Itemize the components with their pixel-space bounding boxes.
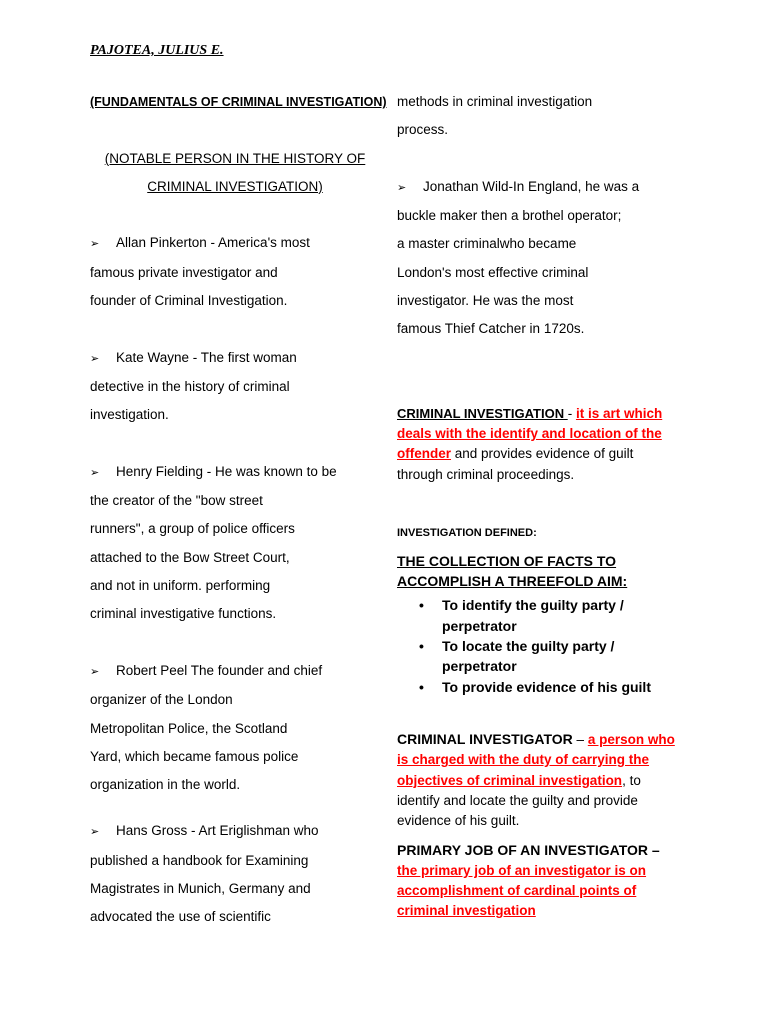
arrow-bullet-icon: ➢ — [90, 352, 100, 365]
continuation-line: process. — [397, 122, 449, 138]
section-title — [90, 145, 380, 202]
person-text-line: Allan Pinkerton - America's most — [116, 235, 310, 251]
section-title-line: (NOTABLE PERSON IN THE HISTORY OF — [104, 150, 366, 166]
cinv-definition-highlight: a person who is charged with the duty of carrying the objectives of criminal investigation — [397, 731, 675, 788]
person-text-line: famous private investigator and — [90, 264, 278, 280]
criminal-investigator-definition — [397, 729, 682, 831]
spacer — [397, 485, 682, 523]
spacer — [90, 201, 380, 229]
person-text-line: founder of Criminal Investigation. — [90, 293, 288, 309]
person-text-line: Hans Gross - Art Eriglishman who — [116, 823, 319, 839]
ci-definition-rest: and provides evidence of guilt through criminal proceedings. — [397, 446, 634, 482]
course-title: (FUNDAMENTALS OF CRIMINAL INVESTIGATION) — [90, 95, 387, 109]
left-column — [90, 88, 387, 932]
arrow-bullet-icon: ➢ — [90, 466, 100, 479]
person-text-line: a master criminalwho became — [397, 236, 577, 252]
person-entry-peel — [90, 657, 380, 799]
spacer — [397, 831, 682, 840]
spacer — [90, 116, 380, 144]
spacer — [397, 344, 682, 404]
person-text-line: Yard, which became famous police — [90, 748, 299, 764]
person-text-line: investigation. — [90, 407, 169, 423]
person-text-line: organization in the world. — [90, 777, 241, 793]
person-text-line: attached to the Bow Street Court, — [90, 549, 290, 565]
arrow-bullet-icon: ➢ — [397, 181, 407, 194]
person-entry-wayne — [90, 344, 380, 430]
person-text-line: the creator of the "bow street — [90, 493, 263, 509]
person-entry-gross — [90, 817, 380, 931]
person-text-line: organizer of the London — [90, 692, 233, 708]
person-text-line: Henry Fielding - He was known to be — [116, 463, 337, 479]
aim-text: To locate the guilty party / perpetrator — [442, 638, 615, 675]
person-entry-wild — [397, 173, 682, 344]
bullet-dot-icon: • — [419, 638, 424, 655]
primary-job-term: PRIMARY JOB OF AN INVESTIGATOR – — [397, 842, 660, 859]
person-text-line: buckle maker then a brothel operator; — [397, 208, 622, 224]
spacer — [397, 145, 682, 173]
person-entry-fielding — [90, 458, 380, 629]
arrow-bullet-icon: ➢ — [90, 826, 100, 839]
criminal-investigation-definition — [397, 404, 682, 485]
section-title-line: CRIMINAL INVESTIGATION) — [147, 178, 323, 194]
arrow-bullet-icon: ➢ — [90, 665, 100, 678]
list-item — [419, 595, 682, 636]
bullet-line — [90, 458, 380, 487]
spacer — [397, 697, 682, 729]
person-entry-pinkerton — [90, 229, 380, 315]
bullet-line — [90, 229, 380, 258]
list-item — [419, 677, 682, 697]
continuation-line: methods in criminal investigation — [397, 94, 593, 109]
person-text-line: Kate Wayne - The first woman — [116, 349, 297, 365]
bullet-dot-icon: • — [419, 678, 424, 695]
cinv-term: CRIMINAL INVESTIGATOR — [397, 730, 573, 747]
person-text-line: famous Thief Catcher in 1720s. — [397, 321, 585, 337]
spacer — [90, 629, 380, 657]
aim-text: To provide evidence of his guilt — [442, 678, 651, 695]
ci-term: CRIMINAL INVESTIGATION — [397, 405, 568, 421]
bullet-line — [397, 173, 682, 202]
person-text-line: Metropolitan Police, the Scotland — [90, 720, 288, 736]
person-text-line: detective in the history of criminal — [90, 378, 290, 394]
investigation-subheading: THE COLLECTION OF FACTS TO ACCOMPLISH A THREEFOLD AIM: — [397, 552, 628, 590]
right-column — [397, 88, 682, 922]
aim-text: To identify the guilty party / perpetrator — [442, 597, 624, 634]
person-text-line: Jonathan Wild-In England, he was a — [423, 178, 640, 194]
cinv-definition-rest: , to identify and locate the guilty and provide evidence of his guilt. — [397, 772, 641, 829]
ci-definition-highlight: it is art which deals with the identify and location of the offender — [397, 405, 663, 462]
ci-dash: - — [567, 405, 576, 421]
arrow-bullet-icon: ➢ — [90, 238, 100, 251]
spacer — [90, 430, 380, 458]
primary-job-definition — [397, 840, 682, 921]
bullet-line — [90, 657, 380, 686]
bullet-line — [90, 817, 380, 846]
investigation-defined-heading: INVESTIGATION DEFINED: — [397, 526, 537, 539]
spacer — [90, 799, 380, 817]
primary-job-definition-highlight: the primary job of an investigator is on accomplishment of cardinal points of criminal investigation — [397, 862, 647, 919]
person-text-line: published a handbook for Examining — [90, 852, 309, 868]
person-text-line: London's most effective criminal — [397, 264, 589, 280]
person-text-line: investigator. He was the most — [397, 293, 574, 309]
person-text-line: advocated the use of scientific — [90, 909, 271, 925]
person-text-line: criminal investigative functions. — [90, 606, 277, 622]
cinv-dash: – — [572, 731, 588, 747]
person-text-line: Magistrates in Munich, Germany and — [90, 881, 311, 897]
person-text-line: and not in uniform. performing — [90, 578, 271, 594]
spacer — [90, 315, 380, 343]
person-text-line: runners", a group of police officers — [90, 521, 295, 537]
author-name: PAJOTEA, JULIUS E. — [90, 43, 224, 58]
bullet-dot-icon: • — [419, 597, 424, 614]
person-text-line: Robert Peel The founder and chief — [116, 662, 323, 678]
list-item — [419, 636, 682, 677]
spacer — [397, 543, 682, 551]
aims-list — [397, 595, 682, 696]
bullet-line — [90, 344, 380, 373]
